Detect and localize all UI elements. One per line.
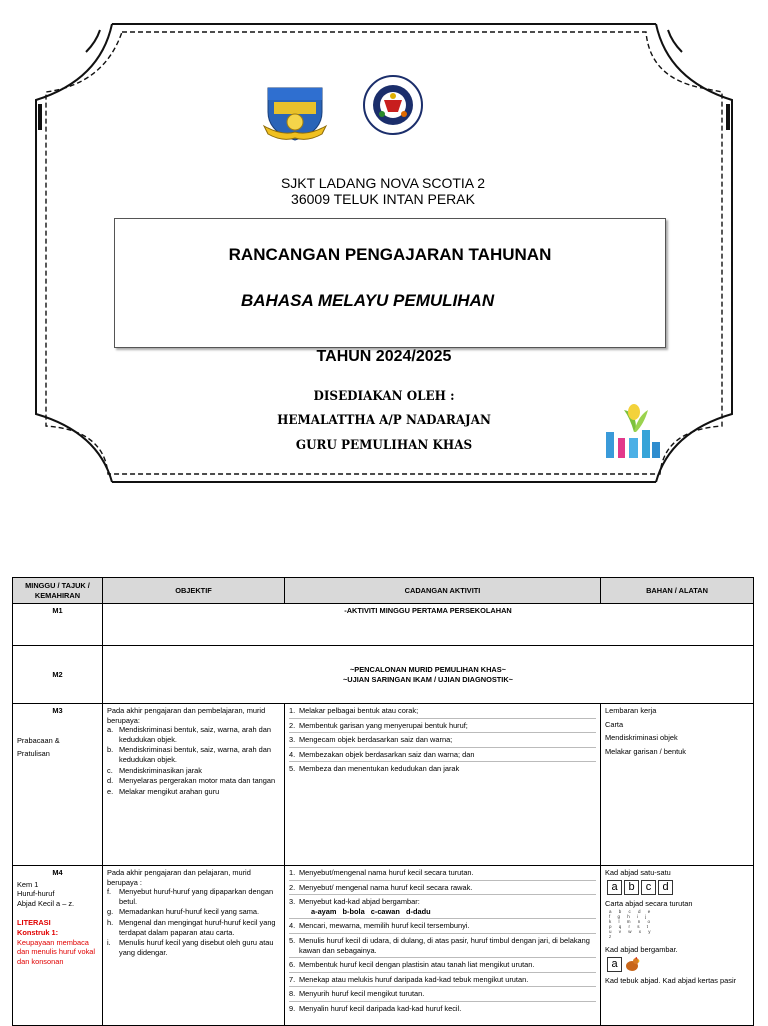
list-item [289,975,596,988]
week-label: M1 [52,606,63,615]
letter-card: c [641,880,656,895]
material-single-letter-cards: Kad abjad satu-satu [605,868,671,877]
alphabet-chart-grid [609,909,749,939]
list-number: 2. [289,882,296,892]
list-item [107,887,280,906]
alphabet-grid-row: p q r s t [609,924,652,930]
table-row [13,604,754,646]
list-item [107,918,280,937]
m4-objective-cell [103,866,285,1026]
list-number: 5. [289,764,296,774]
list-number: 5. [289,935,296,945]
m3-intro: Pada akhir pengajaran dan pembelajaran, murid berupaya: [107,706,266,725]
header-objective: OBJEKTIF [103,578,285,604]
header-materials: BAHAN / ALATAN [601,578,754,604]
list-number: 1. [289,706,296,715]
alphabet-grid-row: a b c d e [609,909,654,915]
alphabet-grid-row: z [609,934,615,940]
list-text: Memadankan huruf-huruf kecil yang sama. [119,907,260,917]
week-label: M4 [52,868,63,877]
list-item [107,787,280,797]
year-label: TAHUN 2024/2025 [316,348,452,365]
list-item [107,766,280,776]
list-item [289,936,596,958]
list-text: Membentuk huruf kecil dengan plastisin atau tanah liat mengikut urutan. [299,960,535,970]
list-text: Mengecam objek berdasarkan saiz dan warna; [299,735,453,745]
literasi-label: LITERASI [17,918,51,928]
list-item [289,989,596,1002]
m3-topic-2: Pratulisan [17,749,50,759]
m3-materials-cell [601,704,754,866]
alphabet-grid-row: u v w x y [609,929,654,935]
material-picture-cards: Kad abjad bergambar. [605,945,678,955]
header-week: MINGGU / TAJUK / KEMAHIRAN [13,578,103,604]
list-number: a. [107,725,114,735]
table-row [13,866,754,1026]
list-text: Membentuk garisan yang menyerupai bentuk huruf; [299,720,468,730]
list-item [289,883,596,896]
list-item [289,706,596,719]
material-item: Lembaran kerja [605,706,657,715]
school-address: 36009 TELUK INTAN PERAK [291,191,475,207]
list-text: Membezakan objek berdasarkan saiz dan warna; dan [299,749,475,759]
kind-decorative-icon [604,398,664,462]
konstruk-description: Keupayaan membaca dan menulis huruf vokal dan konsonan [17,937,96,966]
list-item [289,960,596,973]
material-alphabet-chart: Carta abjad secara turutan [605,898,693,908]
subject-title: BAHASA MELAYU PEMULIHAN [241,291,495,310]
letter-card: d [658,880,673,895]
list-item [289,750,596,763]
list-item [107,776,280,786]
list-number: 1. [289,868,296,877]
material-tracing-cards: Kad tebuk abjad. Kad abjad kertas pasir [605,975,737,985]
m4-topic-2: Huruf-huruf [17,889,55,899]
list-item [289,921,596,934]
m4-intro: Pada akhir pengajaran dan pelajaran, murid berupaya : [107,868,251,887]
list-number: i. [107,938,111,948]
list-text: Mendiskriminasi bentuk, saiz, warna, arah dan kedudukan objek. [119,745,271,764]
list-text: Melakar pelbagai bentuk atau corak; [299,706,419,715]
list-text: Menulis huruf kecil di udara, di dulang, di atas pasir, huruf timbul dengan jari, di belakang kawan dan sebagainya. [299,935,590,955]
list-text: Mencari, mewarna, memilih huruf kecil tersembunyi. [299,921,470,931]
list-item [107,938,280,957]
material-item: Melakar garisan / bentuk [605,746,686,756]
picture-letter-card: a [607,957,622,972]
list-text: Menyalin huruf kecil daripada kad-kad huruf kecil. [299,1003,462,1013]
list-item [289,735,596,748]
list-text: Menyebut/ mengenal nama huruf kecil secara rawak. [299,882,473,892]
list-number: g. [107,907,114,917]
badge-logo [362,74,424,136]
table-row [13,704,754,866]
list-number: 2. [289,720,296,730]
list-item [107,745,280,764]
m4-materials-cell [601,866,754,1026]
list-item [289,1004,596,1016]
letter-card: a [607,880,622,895]
list-number: 8. [289,989,296,999]
abjad-pairs: a-ayam b-bola c-cawan d-dadu [311,906,431,916]
list-number: d. [107,776,114,786]
list-number: h. [107,917,114,927]
title-box [114,218,666,348]
m3-objective-list [107,725,280,796]
list-number: 9. [289,1003,296,1013]
lesson-plan-table [12,577,754,1026]
list-text: Menyurih huruf kecil mengikut turutan. [299,989,425,999]
list-text: Mendiskriminasi bentuk, saiz, warna, arah dan kedudukan objek. [119,725,271,744]
picture-card-row [607,957,749,972]
m4-topic-3: Abjad Kecil a – z. [17,898,75,908]
list-number: b. [107,745,114,755]
document-title: RANCANGAN PENGAJARAN TAHUNAN [228,245,552,264]
alphabet-grid-row: k l m n o [609,919,654,925]
letter-card: b [624,880,639,895]
list-number: 3. [289,897,296,907]
list-text: Menekap atau melukis huruf daripada kad-kad tebuk mengikut urutan. [299,974,529,984]
list-number: 3. [289,735,296,745]
m3-topic-1: Prabacaan & [17,735,60,745]
konstruk-label: Konstruk 1: [17,927,59,937]
list-number: 6. [289,960,296,970]
list-number: f. [107,887,112,897]
school-name: SJKT LADANG NOVA SCOTIA 2 [280,175,486,191]
table-header-row [13,578,754,604]
m3-activity-cell [285,704,601,866]
m2-line-1: ~PENCALONAN MURID PEMULIHAN KHAS~ [349,664,507,674]
list-text: Mengenal dan mengingat huruf-huruf kecil yang terdapat dalam paparan atau carta. [119,917,276,937]
list-number: 4. [289,921,296,931]
list-item [289,897,596,919]
table-row [13,646,754,704]
m4-activity-cell [285,866,601,1026]
m3-activity-list [289,706,596,776]
list-text: Mendiskriminasikan jarak [119,765,202,775]
m4-objective-list [107,887,280,957]
week-label: M3 [52,706,63,715]
list-item [289,721,596,734]
m3-topic-cell [13,704,103,866]
list-text: Menyebut kad-kad abjad bergambar: a-ayam b-bola c-cawan d-dadu [299,897,431,916]
m2-line-2: ~UJIAN SARINGAN IKAM / UJIAN DIAGNOSTIK~ [342,674,513,684]
teacher-name: HEMALATTHA A/P NADARAJAN [277,413,491,428]
school-crest-logo [262,82,328,144]
m3-material-list [605,706,749,756]
list-number: c. [107,765,113,775]
list-text: Menyebut/mengenal nama huruf kecil secara turutan. [299,868,474,877]
m1-activity: -AKTIVITI MINGGU PERTAMA PERSEKOLAHAN [103,604,754,646]
list-text: Melakar mengikut arahan guru [119,786,220,796]
list-text: Menyelaras pergerakan motor mata dan tangan [119,776,276,786]
letter-cards [607,880,749,895]
list-item [289,868,596,881]
material-item: Carta [605,719,624,729]
list-item [289,764,596,776]
header-activity: CADANGAN AKTIVITI [285,578,601,604]
alphabet-grid-row: f g h i j [609,914,650,920]
m4-topic-1: Kem 1 [17,879,39,889]
list-number: 4. [289,749,296,759]
week-label: M2 [52,669,63,679]
material-item: Mendiskriminasi objek [605,733,678,743]
list-text: Menulis huruf kecil yang disebut oleh guru atau yang didengar. [119,938,274,957]
list-item [107,907,280,917]
m4-topic-cell [13,866,103,1026]
chicken-icon [624,957,640,972]
list-item [107,725,280,744]
list-text: Menyebut huruf-huruf yang dipaparkan dengan betul. [119,887,274,906]
m2-activity [103,646,754,704]
list-number: 7. [289,974,296,984]
m4-activity-list [289,868,596,1016]
prepared-by-label: DISEDIAKAN OLEH : [313,389,455,404]
m3-objective-cell [103,704,285,866]
list-text: Membeza dan menentukan kedudukan dan jarak [299,764,460,774]
list-number: e. [107,786,114,796]
teacher-role: GURU PEMULIHAN KHAS [295,438,473,453]
